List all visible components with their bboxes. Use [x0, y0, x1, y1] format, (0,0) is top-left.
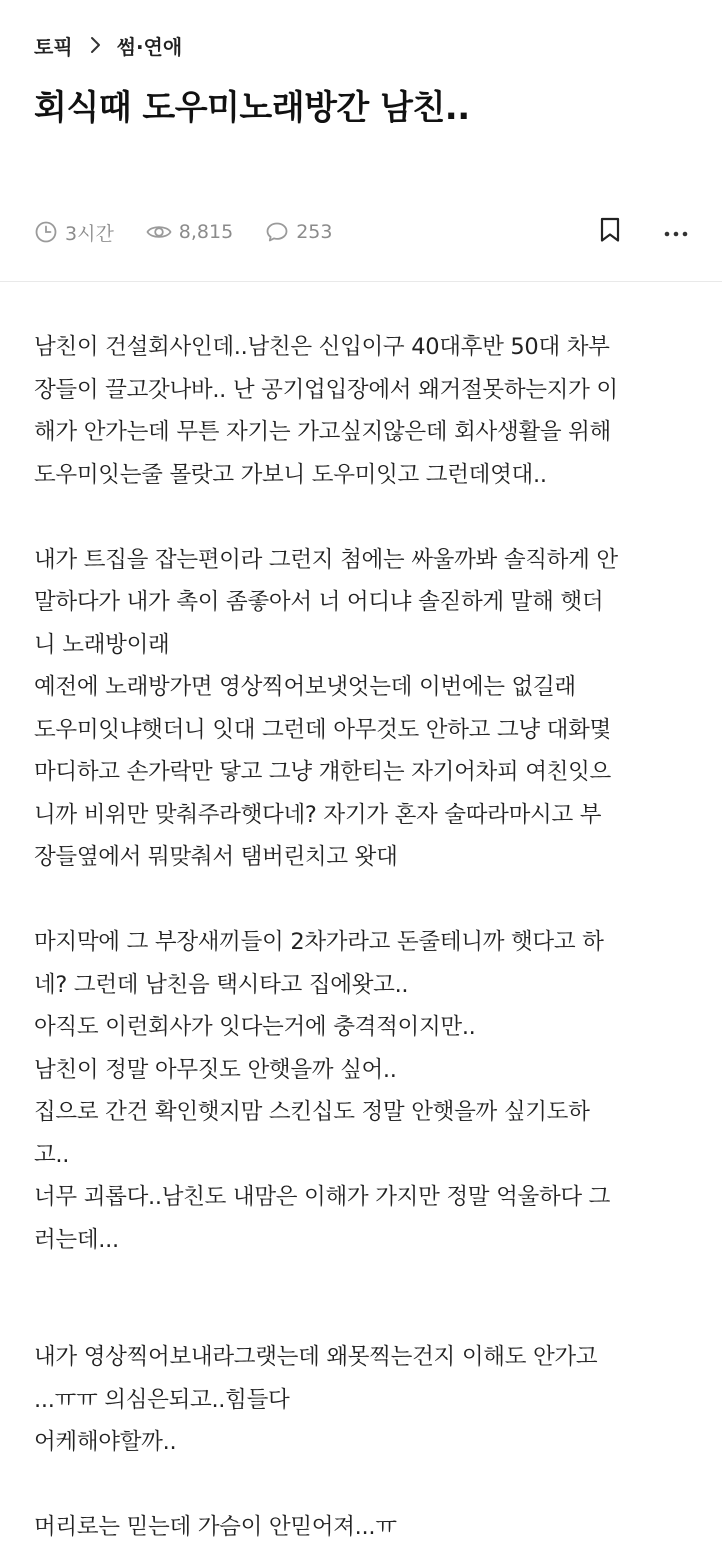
- text-line: 도우미잇냐햇더니 잇대 그런데 아무것도 안하고 그냥 대화몇: [34, 716, 611, 743]
- post-comments-count: 253: [296, 221, 333, 243]
- text-line: 남친이 건설회사인데..남친은 신입이구 40대후반 50대 차부: [34, 334, 610, 360]
- text-line: 남친이 정말 아무짓도 안햇을까 싶어..: [34, 1056, 397, 1083]
- text-line: 예전에 노래방가면 영상찍어보냇엇는데 이번에는 없길래: [34, 674, 576, 700]
- chevron-right-icon: [83, 33, 107, 57]
- post-comments[interactable]: [265, 220, 332, 244]
- paragraph-gap: [34, 1261, 694, 1336]
- text-line: 아직도 이런회사가 잇다는거에 충격적이지만..: [34, 1014, 476, 1040]
- text-line: 해가 안가는데 무튼 자기는 가고싶지않은데 회사생활을 위해: [34, 419, 611, 445]
- bookmark-icon: [599, 217, 621, 247]
- text-line: 장들이 끌고갓나바.. 난 공기업입장에서 왜거절못하는지가 이: [34, 376, 618, 403]
- paragraph-gap: [34, 879, 694, 922]
- text-line: 장들옆에서 뭐맞춰서 탬버린치고 왓대: [34, 844, 398, 870]
- text-line: 마디하고 손가락만 닿고 그냥 걔한티는 자기어차피 여친잇으: [34, 759, 611, 785]
- post-actions: [594, 214, 692, 250]
- paragraph-3: [34, 921, 694, 1261]
- post-time-text: 3시간: [65, 222, 114, 245]
- paragraph-gap: [34, 496, 694, 539]
- text-line: 네? 그런데 남친음 택시타고 집에왓고..: [34, 971, 409, 998]
- post-time: [34, 219, 114, 246]
- text-line: 고..: [34, 1141, 70, 1168]
- breadcrumb: [34, 30, 182, 60]
- post-views: [146, 220, 233, 244]
- post-meta: [34, 214, 364, 250]
- comment-icon: [265, 220, 289, 244]
- more-options-button[interactable]: [660, 216, 692, 248]
- text-line: 니 노래방이래: [34, 631, 170, 658]
- bookmark-button[interactable]: [594, 216, 626, 248]
- eye-icon: [146, 220, 172, 244]
- text-line: 내가 트집을 잡는편이라 그런지 첨에는 싸울까봐 솔직하게 안: [34, 546, 618, 573]
- paragraph-2: [34, 539, 694, 879]
- text-line: 머리로는 믿는데 가슴이 안믿어져...ㅠ: [34, 1514, 397, 1540]
- text-line: 어케해야할까..: [34, 1429, 177, 1455]
- post-title: 회식때 도우미노래방간 남친..: [34, 88, 470, 128]
- text-line: 말하다가 내가 촉이 좀좋아서 너 어디냐 솔짇하게 말해 햇더: [34, 589, 604, 615]
- header-divider: [0, 281, 722, 282]
- text-line: 너무 괴롭다..남친도 내맘은 이해가 가지만 정말 억울하다 그: [34, 1184, 611, 1210]
- text-line: 도우미잇는줄 몰랏고 가보니 도우미잇고 그런데엿대..: [34, 461, 547, 488]
- more-dots-icon: [664, 223, 688, 242]
- paragraph-5: [34, 1506, 694, 1548]
- paragraph-1: [34, 326, 694, 496]
- text-line: 니까 비위만 맞춰주라햇다네? 자기가 혼자 술따라마시고 부: [34, 801, 602, 828]
- post-body: [34, 326, 694, 1548]
- clock-icon: [34, 220, 58, 244]
- text-line: 내가 영상찍어보내라그랫는데 왜못찍는건지 이해도 안가고: [34, 1344, 598, 1370]
- breadcrumb-category[interactable]: 썸·연애: [116, 34, 183, 59]
- breadcrumb-topic[interactable]: 토픽: [34, 34, 73, 59]
- text-line: 마지막에 그 부장새끼들이 2차가라고 돈줄테니까 햇다고 하: [34, 929, 604, 955]
- text-line: 집으로 간건 확인햇지맘 스킨십도 정말 안햇을까 싶기도하: [34, 1099, 590, 1125]
- text-line: ...ㅠㅠ 의심은되고..힘들다: [34, 1386, 290, 1413]
- paragraph-gap: [34, 1464, 694, 1507]
- text-line: 러는데...: [34, 1226, 119, 1253]
- paragraph-4: [34, 1336, 694, 1464]
- post-views-count: 8,815: [178, 221, 234, 243]
